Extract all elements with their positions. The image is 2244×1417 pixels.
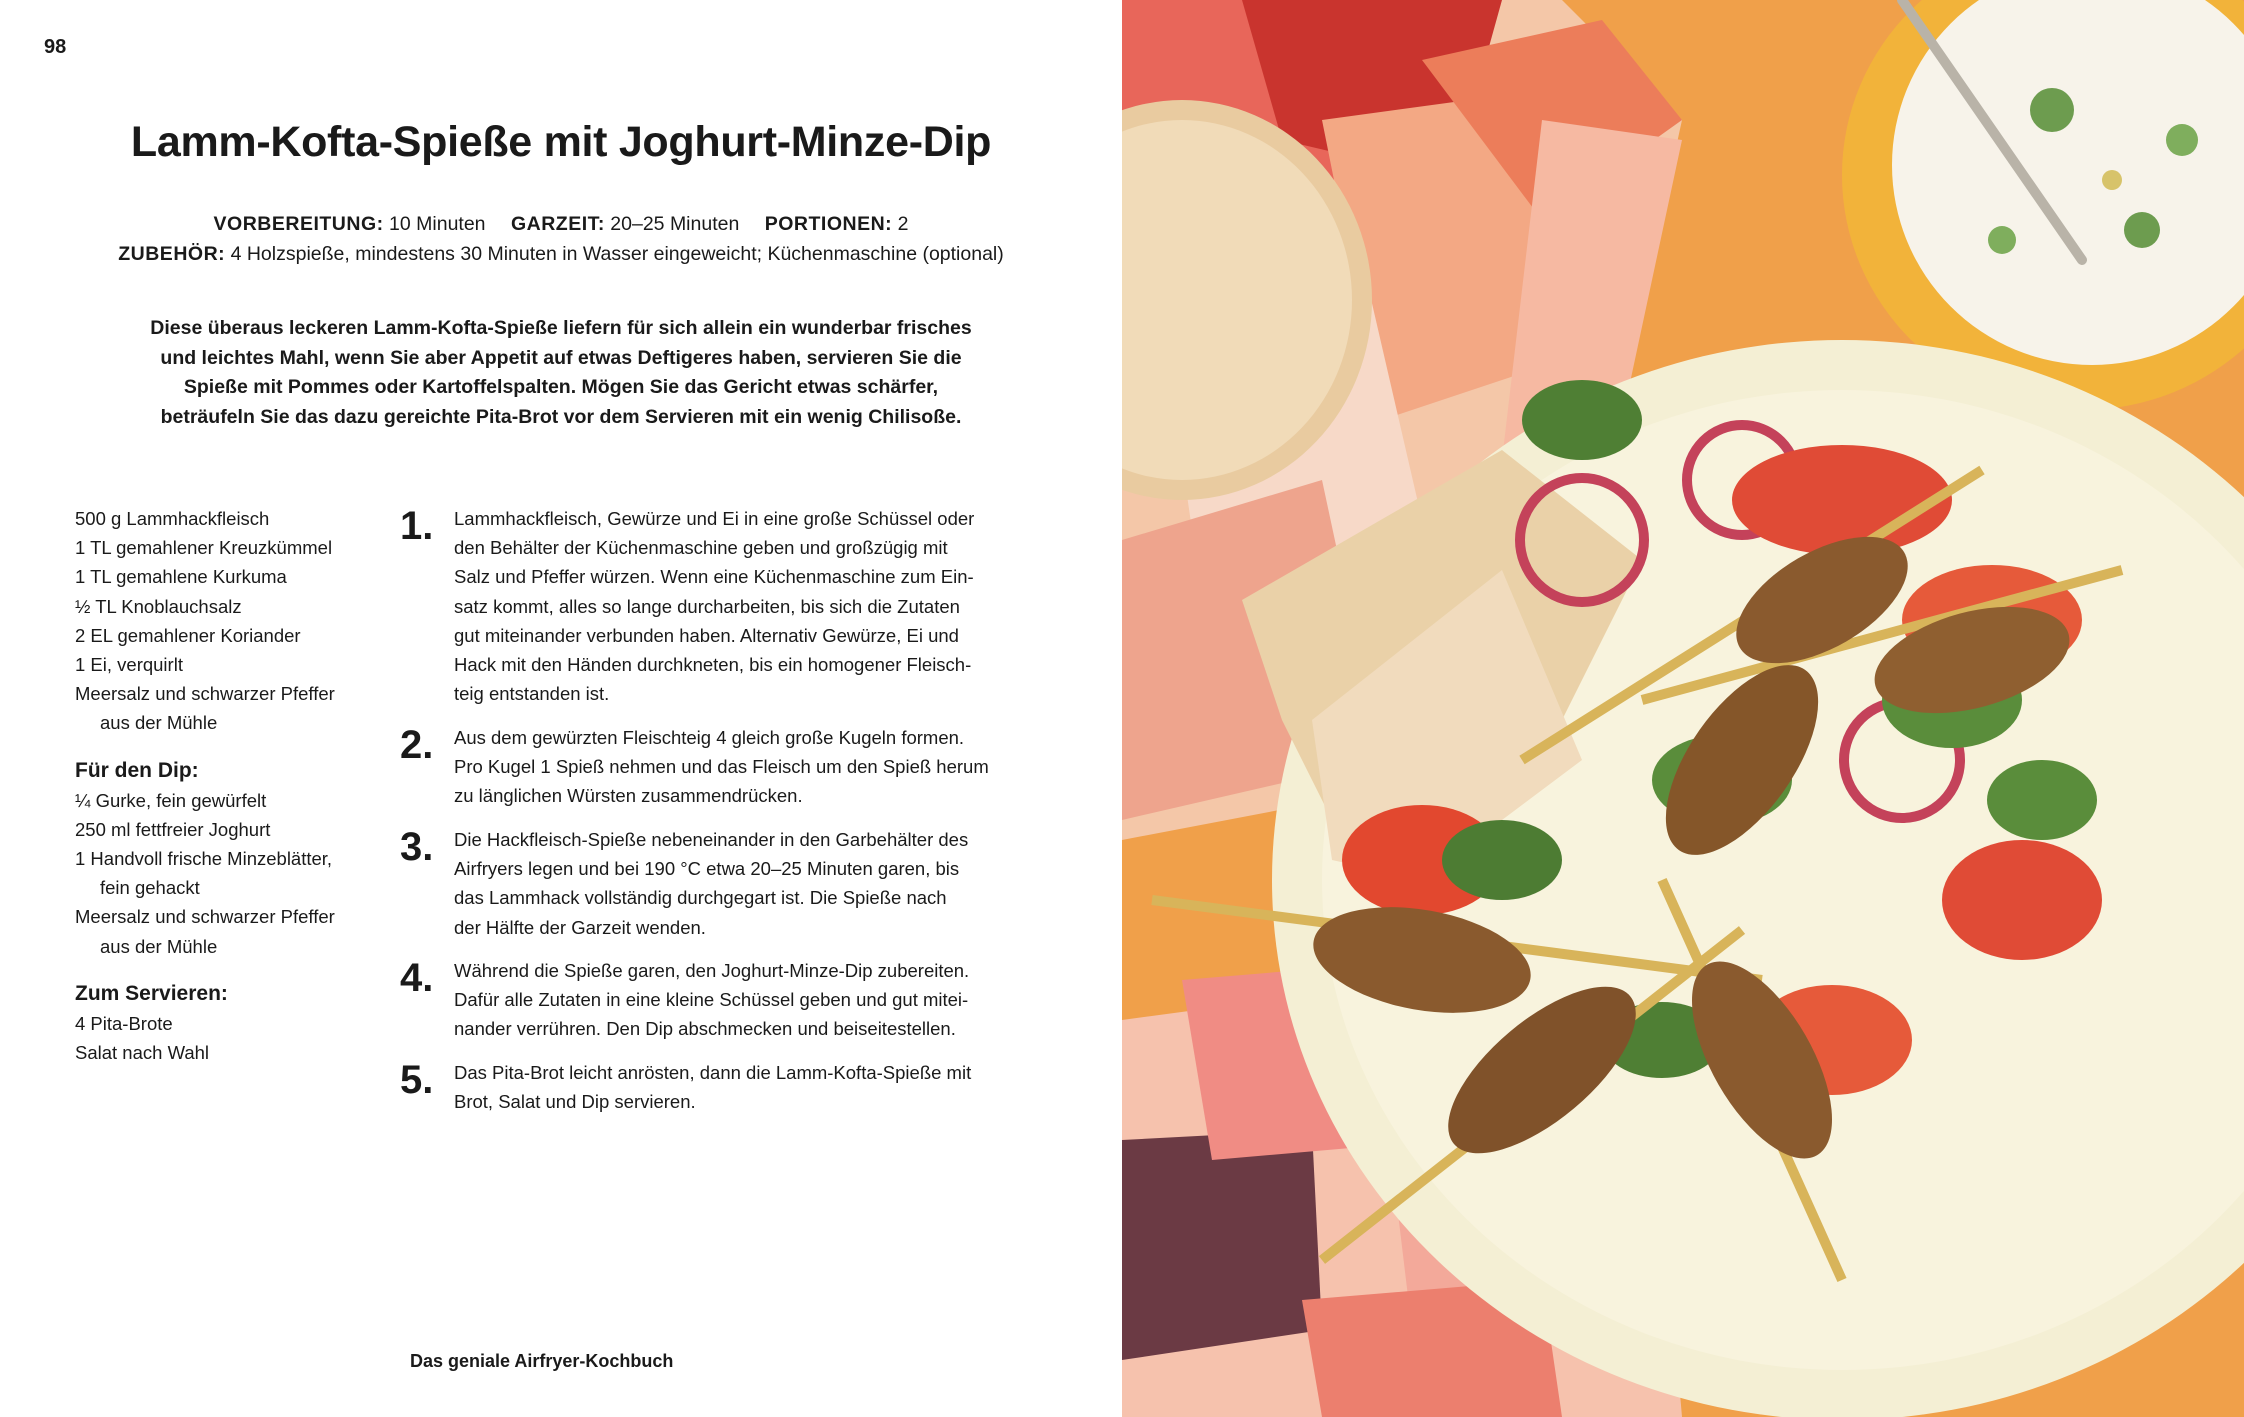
step-text [454,504,1039,708]
recipe-meta-times [0,213,1122,236]
portions-value: 2 [897,213,909,235]
step-line: satz kommt, alles so lange durcharbeiten, bis sich die Zutaten [454,595,960,617]
step-line: teig entstanden ist. [454,683,610,705]
step-line: zu länglichen Würsten zusammendrücken. [454,785,803,807]
recipe-intro [100,314,1022,432]
ingredient: 250 ml fettfreier Joghurt [75,818,271,840]
step-text [454,1058,1039,1116]
step-line: Brot, Salat und Dip servieren. [454,1091,696,1113]
ingredients-list [75,504,395,1067]
ingredient: 500 g Lammhackfleisch [75,508,270,529]
ingredient: Meersalz und schwarzer Pfeffer [75,906,335,928]
ingredient: aus der Mühle [100,935,218,957]
step-line: Während die Spieße garen, den Joghurt-Minze-Dip zubereiten. [454,960,970,981]
step-line: nander verrühren. Den Dip abschmecken und beiseitestellen. [454,1018,956,1040]
ingredient: Salat nach Wahl [75,1042,210,1064]
food-photo [1122,0,2244,1417]
prep-value: 10 Minuten [389,213,486,235]
intro-line: Spieße mit Pommes oder Kartoffelspalten. Mögen Sie das Gericht etwas schärfer, [183,376,939,398]
food-photo-page [1122,0,2244,1417]
step-line: Dafür alle Zutaten in eine kleine Schüssel geben und gut mitei- [454,989,969,1011]
step-text [454,956,1039,1044]
ingredient: 1 TL gemahlene Kurkuma [75,566,287,588]
ingredient: ½ TL Knoblauchsalz [75,595,242,617]
step-number: 5. [400,1058,434,1102]
ingredient: aus der Mühle [100,712,218,734]
step-line: Die Hackfleisch-Spieße nebeneinander in den Garbehälter des [454,829,969,850]
ingredient: ¼ Gurke, fein gewürfelt [75,789,267,811]
cook-value: 20–25 Minuten [610,213,740,235]
recipe-title: Lamm-Kofta-Spieße mit Joghurt-Minze-Dip [130,118,992,166]
ingredient: 1 Handvoll frische Minzeblätter, [75,848,333,870]
step-line: Pro Kugel 1 Spieß nehmen und das Fleisch um den Spieß herum [454,756,989,778]
step-line: Airfryers legen und bei 190 °C etwa 20–25 Minuten garen, bis [454,858,960,880]
step-line: Lammhackfleisch, Gewürze und Ei in eine große Schüssel oder [454,508,975,529]
dip-heading: Für den Dip: [75,758,199,782]
step-line: das Lammhack vollständig durchgegart ist. Die Spieße nach [454,887,947,909]
step-line: Hack mit den Händen durchkneten, bis ein homogener Fleisch- [454,654,972,676]
step-line: Das Pita-Brot leicht anrösten, dann die Lamm-Kofta-Spieße mit [454,1062,972,1083]
intro-line: Diese überaus leckeren Lamm-Kofta-Spieße liefern für sich allein ein wunderbar frisches [150,317,972,339]
ingredient: 4 Pita-Brote [75,1012,173,1034]
ingredient: 2 EL gemahlener Koriander [75,624,301,646]
intro-line: und leichtes Mahl, wenn Sie aber Appetit auf etwas Deftigeres haben, servieren Sie die [160,346,962,369]
step-number: 2. [400,723,434,767]
step-line: der Hälfte der Garzeit wenden. [454,916,706,938]
step-text [454,825,1039,942]
ingredient: Meersalz und schwarzer Pfeffer [75,683,335,705]
intro-line: beträufeln Sie das dazu gereichte Pita-Brot vor dem Servieren mit ein wenig Chilisoße. [160,405,962,428]
ingredient: 1 TL gemahlener Kreuzkümmel [75,537,333,559]
step-number: 1. [400,504,434,548]
step-number: 4. [400,956,434,1000]
step-text [454,723,1039,811]
step-line: den Behälter der Küchenmaschine geben und großzügig mit [454,537,948,559]
cook-label: GARZEIT: [510,213,605,235]
page-number: 98 [44,36,67,58]
equipment-value: 4 Holzspieße, mindestens 30 Minuten in Wasser eingeweicht; Küchenmaschine (optional) [230,243,1004,265]
serve-heading: Zum Servieren: [75,981,228,1005]
step-line: gut miteinander verbunden haben. Alternativ Gewürze, Ei und [454,624,959,646]
ingredient: 1 Ei, verquirlt [75,654,183,676]
portions-label: PORTIONEN: [764,213,893,235]
step-line: Aus dem gewürzten Fleischteig 4 gleich große Kugeln formen. [454,727,965,748]
step-number: 3. [400,825,434,869]
step-line: Salz und Pfeffer würzen. Wenn eine Küchenmaschine zum Ein- [454,566,974,588]
ingredient: fein gehackt [100,877,200,899]
equipment-label: ZUBEHÖR: [118,243,226,265]
prep-label: VORBEREITUNG: [213,213,384,235]
recipe-meta-equipment [0,243,1122,266]
book-footer: Das geniale Airfryer-Kochbuch [410,1351,674,1371]
